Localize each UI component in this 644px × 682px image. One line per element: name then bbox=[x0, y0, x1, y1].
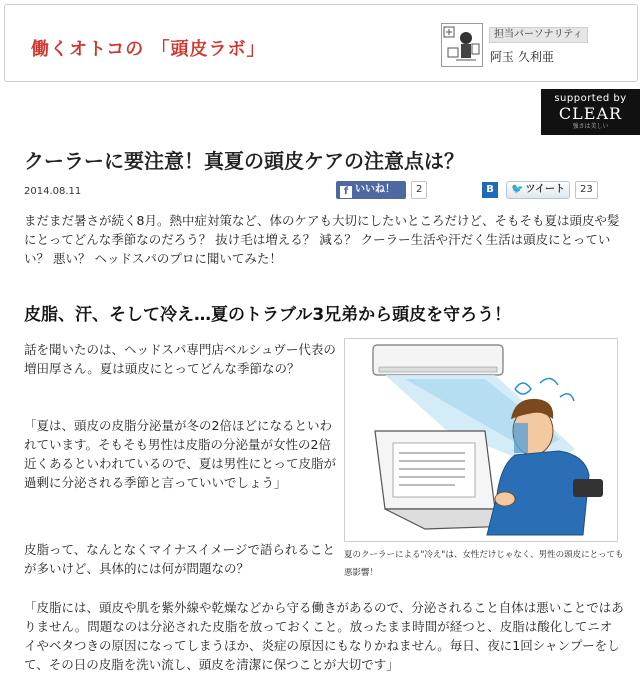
like-label: いいね！ bbox=[355, 184, 395, 195]
persona-label: 担当パーソナリティ bbox=[489, 27, 588, 43]
hatena-bookmark-icon[interactable]: B bbox=[482, 182, 498, 198]
sponsor-banner[interactable] bbox=[541, 89, 640, 135]
site-title[interactable]: 働くオトコの 「頭皮ラボ」 bbox=[31, 39, 266, 60]
twitter-bird-icon: 🐦 bbox=[511, 184, 524, 195]
article-date: 2014.08.11 bbox=[24, 186, 82, 197]
persona-name: 阿玉 久利亜 bbox=[490, 50, 554, 64]
section-heading: 皮脂、汗、そして冷え…夏のトラブル3兄弟から頭皮を守ろう！ bbox=[24, 305, 512, 325]
body-paragraph: 「皮脂には、頭皮や肌を紫外線や乾燥などから守る働きがあるので、分泌されること自体は悪いことではありません。問題なのは分泌された皮脂を放っておくこと。放ったまま時間が経つと、皮脂は酸化してニオイやベタつきの原因になってしまうほか、炎症の原因にもなりかねません。毎日、夜に1回シャンプーをして、その日の皮脂を洗い流し、頭皮を清潔に保つことが大切です」 bbox=[24, 600, 624, 672]
facebook-icon: f bbox=[340, 186, 352, 198]
sponsor-brand-logo: CLEAR bbox=[558, 104, 623, 123]
like-count: 2 bbox=[411, 181, 427, 199]
article-illustration bbox=[344, 338, 618, 542]
body-paragraph: 話を聞いたのは、ヘッドスパ専門店ベルシュヴー代表の増田厚さん。夏は頭皮にとってどんな季節なの？ bbox=[24, 342, 336, 376]
body-paragraph: 皮脂って、なんとなくマイナスイメージで語られることが多いけど、具体的には何が問題なの？ bbox=[24, 542, 335, 576]
tweet-label: ツイート bbox=[525, 184, 565, 195]
article-intro: まだまだ暑さが続く8月。熱中症対策など、体のケアも大切にしたいところだけど、そもそも夏は頭皮や髪にとってどんな季節なのだろう？ 抜け毛は増える？ 減る？ クーラー生活や汗だく生活は頭皮にとっていい？ 悪い？ ヘッドスパのプロに聞いてみた！ bbox=[24, 213, 620, 266]
sponsor-supported-by: supported by bbox=[554, 93, 627, 104]
facebook-like-button[interactable] bbox=[336, 181, 406, 199]
tweet-count: 23 bbox=[575, 181, 598, 199]
sponsor-tagline: 強さは美しい bbox=[572, 123, 609, 130]
tweet-button[interactable] bbox=[506, 181, 570, 199]
persona-avatar-icon bbox=[441, 23, 483, 67]
figure-caption: 夏のクーラーによる"冷え"は、女性だけじゃなく、男性の頭皮にとっても悪影響！ bbox=[344, 550, 624, 578]
article-title: クーラーに要注意！真夏の頭皮ケアの注意点は？ bbox=[24, 149, 464, 173]
body-paragraph: 「夏は、頭皮の皮脂分泌量が冬の2倍ほどになるといわれています。そもそも男性は皮脂の分泌量が女性の2倍近くあるといわれているので、夏は男性にとって皮脂が過剰に分泌される季節と言っていいでしょう」 bbox=[24, 418, 337, 490]
site-header bbox=[4, 4, 638, 82]
